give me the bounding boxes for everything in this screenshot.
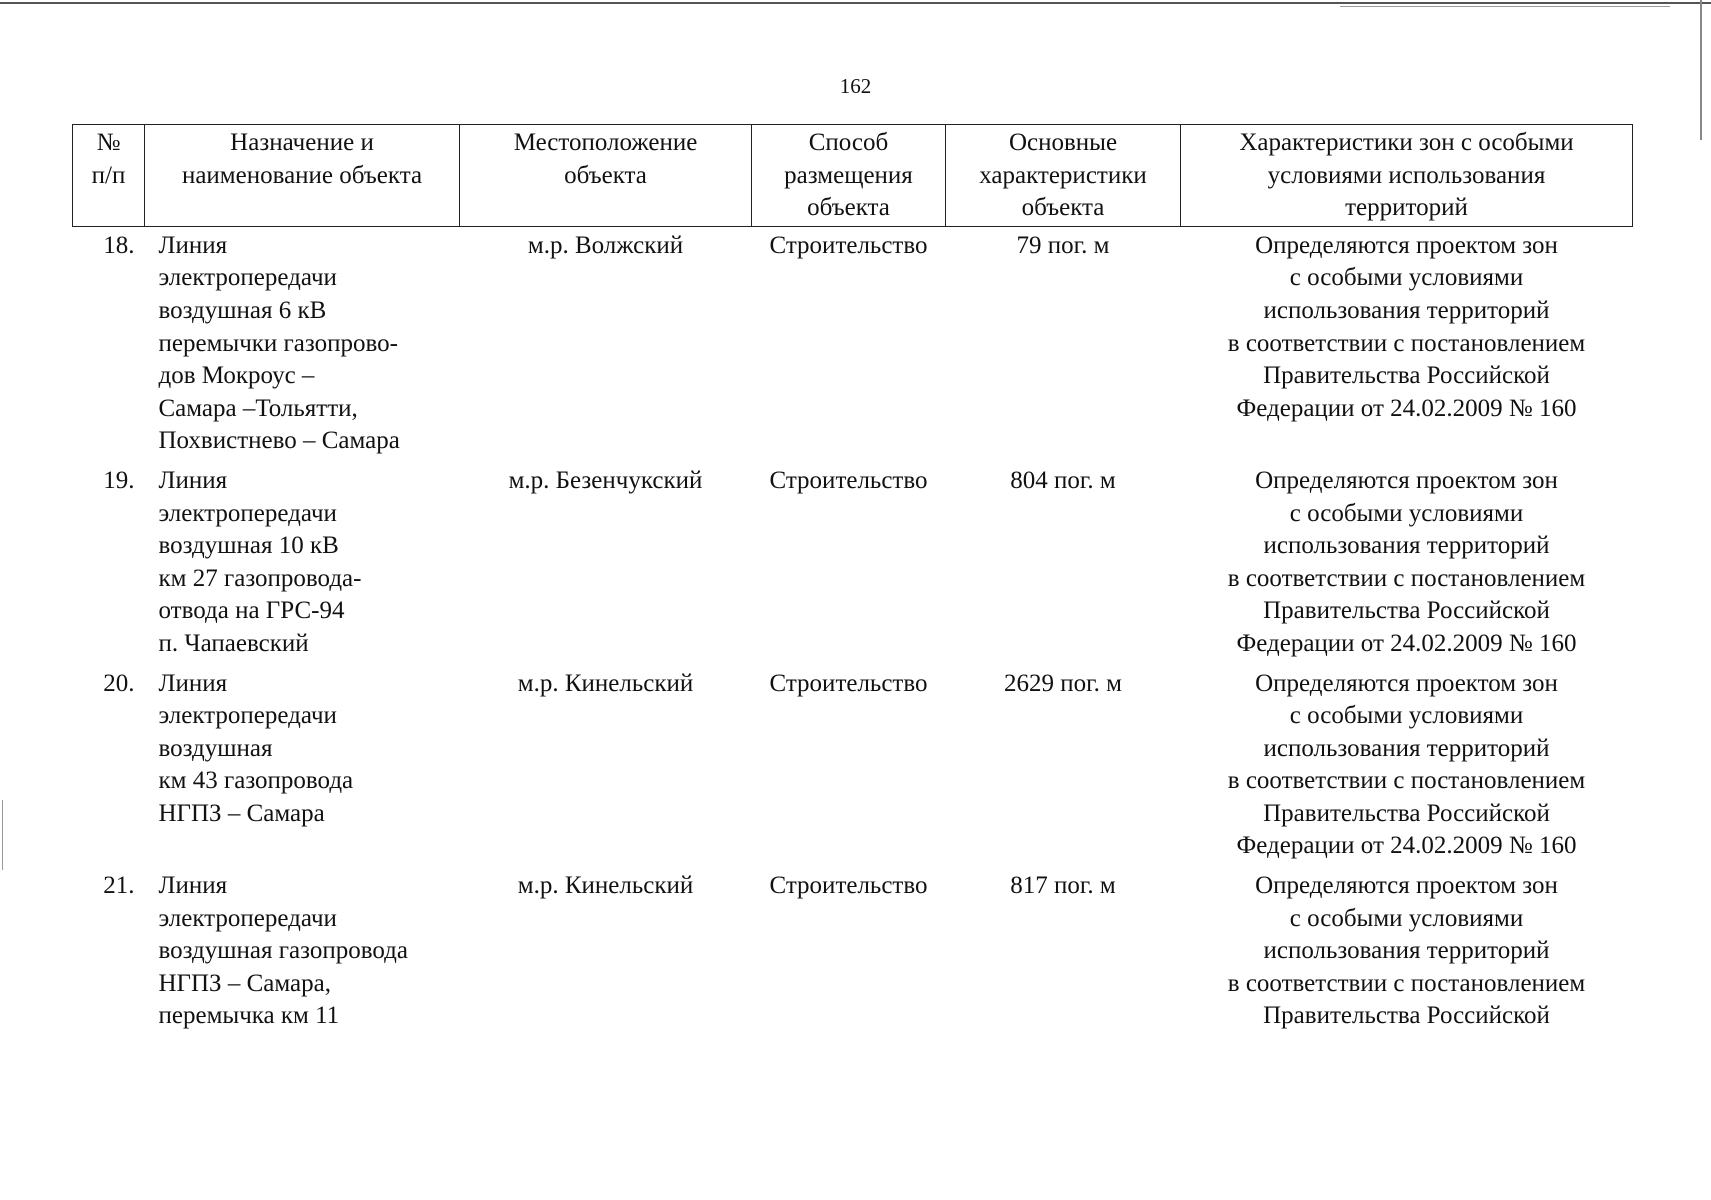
object-name: Линия электропередачи воздушная 10 кВ км 27 газопровода- отвода на ГРС-94 п. Чапаевский xyxy=(158,466,362,657)
header-object-name: Назначение и наименование объекта xyxy=(145,125,460,227)
header-location: Местоположение объекта xyxy=(460,125,752,227)
zone-characteristics: Определяются проектом зон с особыми условиями использования территорий в соответствии с постановлением Правительства Российской Федерации от 24.02.2009 № 160 xyxy=(1227,231,1586,422)
header-number: № п/п xyxy=(73,125,145,227)
object-characteristics: 79 пог. м xyxy=(1016,231,1110,259)
object-location: м.р. Волжский xyxy=(527,231,684,259)
page-number: 162 xyxy=(839,74,872,98)
object-name: Линия электропередачи воздушная 6 кВ перемычки газопрово- дов Мокроус – Самара –Тольятти, Похвистнево – Самара xyxy=(158,231,400,455)
objects-table xyxy=(72,124,1633,1040)
object-location: м.р. Безенчукский xyxy=(508,466,703,494)
table-row xyxy=(73,226,1633,465)
object-location: м.р. Кинельский xyxy=(517,872,694,900)
table-row xyxy=(73,668,1633,871)
object-name: Линия электропередачи воздушная км 43 газопровода НГПЗ – Самара xyxy=(158,669,354,827)
table-row xyxy=(73,870,1633,1040)
zone-characteristics: Определяются проектом зон с особыми условиями использования территорий в соответствии с постановлением Правительства Российской xyxy=(1227,872,1586,1030)
scan-border-top-secondary xyxy=(1340,6,1670,7)
object-characteristics: 2629 пог. м xyxy=(1004,669,1122,697)
placement-method: Строительство xyxy=(769,231,928,259)
placement-method: Строительство xyxy=(769,466,928,494)
table-header-row xyxy=(73,125,1633,227)
header-placement-method: Способ размещения объекта xyxy=(752,125,946,227)
zone-characteristics: Определяются проектом зон с особыми условиями использования территорий в соответствии с постановлением Правительства Российской Федерации от 24.02.2009 № 160 xyxy=(1227,466,1586,657)
object-name: Линия электропередачи воздушная газопровода НГПЗ – Самара, перемычка км 11 xyxy=(158,872,408,1030)
row-number: 18. xyxy=(103,231,135,259)
scan-border-left xyxy=(2,800,3,870)
table-row xyxy=(73,465,1633,668)
row-number: 21. xyxy=(103,872,135,900)
object-characteristics: 817 пог. м xyxy=(1010,872,1116,900)
object-location: м.р. Кинельский xyxy=(517,669,694,697)
object-characteristics: 804 пог. м xyxy=(1010,466,1116,494)
row-number: 20. xyxy=(103,669,135,697)
header-zone-characteristics: Характеристики зон с особыми условиями использования территорий xyxy=(1181,125,1633,227)
scan-border-right xyxy=(1700,0,1702,140)
zone-characteristics: Определяются проектом зон с особыми условиями использования территорий в соответствии с постановлением Правительства Российской Федерации от 24.02.2009 № 160 xyxy=(1227,669,1586,860)
header-main-characteristics: Основные характеристики объекта xyxy=(946,125,1181,227)
placement-method: Строительство xyxy=(769,872,928,900)
row-number: 19. xyxy=(103,466,135,494)
placement-method: Строительство xyxy=(769,669,928,697)
scan-border-top xyxy=(0,2,1711,4)
